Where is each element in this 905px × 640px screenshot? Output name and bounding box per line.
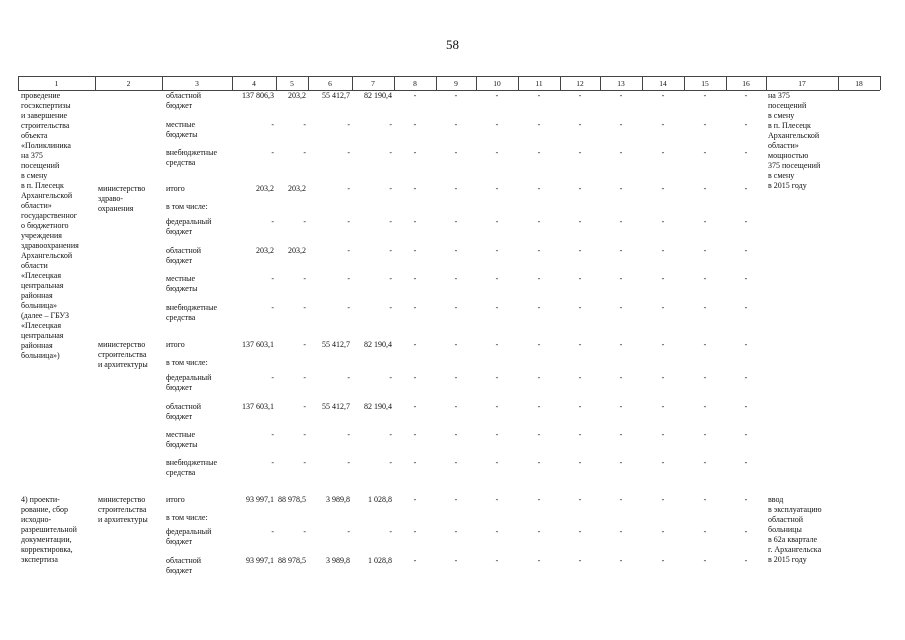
value-col-11: - [537, 402, 541, 411]
value-col-14: - [661, 340, 665, 349]
value-col-16: - [744, 91, 748, 100]
value-col-4: - [271, 120, 274, 129]
value-col-5: - [303, 303, 306, 312]
value-col-15: - [703, 340, 707, 349]
value-col-6: - [347, 184, 350, 193]
event-name-2: 4) проекти- рование, сбор исходно- разрешительной документации, корректировка, экспертиза [21, 495, 77, 564]
value-col-7: - [389, 148, 392, 157]
row-label: внебюджетные средства [166, 458, 217, 477]
row-label: областной бюджет [166, 556, 202, 575]
value-col-14: - [661, 430, 665, 439]
value-col-4: 203,2 [256, 246, 274, 255]
value-col-7: 82 190,4 [364, 340, 392, 349]
value-col-15: - [703, 217, 707, 226]
value-col-13: - [619, 430, 623, 439]
value-col-9: - [454, 148, 458, 157]
value-col-8: - [413, 120, 417, 129]
value-col-10: - [495, 120, 499, 129]
value-col-4: - [271, 148, 274, 157]
value-col-7: - [389, 303, 392, 312]
value-col-7: - [389, 120, 392, 129]
value-col-5: - [303, 274, 306, 283]
value-col-13: - [619, 148, 623, 157]
value-col-15: - [703, 91, 707, 100]
value-col-15: - [703, 430, 707, 439]
column-number: 4 [252, 79, 256, 88]
value-col-7: - [389, 527, 392, 536]
value-col-6: 3 989,8 [326, 556, 350, 565]
value-col-9: - [454, 217, 458, 226]
value-col-16: - [744, 217, 748, 226]
value-col-12: - [578, 246, 582, 255]
column-number: 15 [701, 79, 709, 88]
value-col-12: - [578, 184, 582, 193]
value-col-13: - [619, 303, 623, 312]
value-col-7: 82 190,4 [364, 91, 392, 100]
value-col-14: - [661, 217, 665, 226]
value-col-14: - [661, 246, 665, 255]
column-number: 1 [54, 79, 59, 88]
value-col-16: - [744, 303, 748, 312]
value-col-4: - [271, 458, 274, 467]
value-col-9: - [454, 246, 458, 255]
value-col-12: - [578, 527, 582, 536]
value-col-4: - [271, 373, 274, 382]
value-col-16: - [744, 148, 748, 157]
value-col-15: - [703, 373, 707, 382]
value-col-7: - [389, 274, 392, 283]
column-number: 17 [798, 79, 806, 88]
row-label: федеральный бюджет [166, 373, 212, 392]
value-col-12: - [578, 402, 582, 411]
value-col-11: - [537, 274, 541, 283]
row-label: областной бюджет [166, 91, 202, 110]
value-col-4: 93 997,1 [246, 556, 274, 565]
value-col-4: 203,2 [256, 184, 274, 193]
value-col-13: - [619, 495, 623, 504]
column-number: 7 [371, 79, 375, 88]
value-col-6: 3 989,8 [326, 495, 350, 504]
value-col-9: - [454, 430, 458, 439]
column-number: 3 [195, 79, 199, 88]
value-col-8: - [413, 274, 417, 283]
column-number: 5 [290, 79, 294, 88]
value-col-6: 55 412,7 [322, 91, 350, 100]
column-number: 13 [617, 79, 625, 88]
value-col-11: - [537, 184, 541, 193]
value-col-9: - [454, 527, 458, 536]
value-col-14: - [661, 184, 665, 193]
value-col-7: - [389, 184, 392, 193]
value-col-14: - [661, 91, 665, 100]
value-col-16: - [744, 402, 748, 411]
value-col-15: - [703, 184, 707, 193]
value-col-7: 1 028,8 [368, 556, 392, 565]
value-col-13: - [619, 120, 623, 129]
value-col-14: - [661, 495, 665, 504]
value-col-13: - [619, 402, 623, 411]
row-label: областной бюджет [166, 402, 202, 421]
value-col-5: - [303, 120, 306, 129]
column-number: 18 [855, 79, 863, 88]
value-col-10: - [495, 430, 499, 439]
value-col-15: - [703, 527, 707, 536]
row-label: внебюджетные средства [166, 303, 217, 322]
value-col-8: - [413, 184, 417, 193]
value-col-9: - [454, 458, 458, 467]
value-col-10: - [495, 527, 499, 536]
value-col-12: - [578, 120, 582, 129]
value-col-13: - [619, 340, 623, 349]
value-col-9: - [454, 495, 458, 504]
executor-construction: министерство строительства и архитектуры [98, 340, 148, 369]
value-col-5: - [303, 402, 306, 411]
value-col-6: - [347, 274, 350, 283]
value-col-11: - [537, 527, 541, 536]
value-col-10: - [495, 458, 499, 467]
value-col-16: - [744, 184, 748, 193]
row-label: внебюджетные средства [166, 148, 217, 167]
value-col-7: - [389, 373, 392, 382]
row-label: в том числе: [166, 513, 208, 522]
value-col-8: - [413, 217, 417, 226]
value-col-4: - [271, 274, 274, 283]
value-col-6: 55 412,7 [322, 402, 350, 411]
value-col-9: - [454, 184, 458, 193]
value-col-9: - [454, 402, 458, 411]
column-number: 11 [535, 79, 543, 88]
value-col-13: - [619, 527, 623, 536]
value-col-8: - [413, 91, 417, 100]
value-col-4: 137 806,3 [242, 91, 274, 100]
value-col-7: - [389, 217, 392, 226]
value-col-16: - [744, 556, 748, 565]
value-col-6: - [347, 373, 350, 382]
value-col-16: - [744, 527, 748, 536]
value-col-8: - [413, 246, 417, 255]
value-col-11: - [537, 430, 541, 439]
value-col-4: 93 997,1 [246, 495, 274, 504]
value-col-7: - [389, 430, 392, 439]
row-label: в том числе: [166, 358, 208, 367]
value-col-12: - [578, 340, 582, 349]
value-col-6: - [347, 120, 350, 129]
value-col-16: - [744, 246, 748, 255]
budget-table [18, 76, 880, 596]
value-col-16: - [744, 458, 748, 467]
value-col-11: - [537, 556, 541, 565]
value-col-7: - [389, 458, 392, 467]
value-col-13: - [619, 91, 623, 100]
value-col-8: - [413, 148, 417, 157]
value-col-12: - [578, 556, 582, 565]
value-col-8: - [413, 527, 417, 536]
value-col-10: - [495, 340, 499, 349]
value-col-11: - [537, 91, 541, 100]
value-col-12: - [578, 217, 582, 226]
value-col-10: - [495, 373, 499, 382]
value-col-14: - [661, 556, 665, 565]
value-col-12: - [578, 458, 582, 467]
value-col-8: - [413, 495, 417, 504]
column-number: 12 [576, 79, 584, 88]
value-col-4: 137 603,1 [242, 340, 274, 349]
row-label: итого [166, 184, 185, 193]
value-col-5: - [303, 217, 306, 226]
value-col-7: 1 028,8 [368, 495, 392, 504]
value-col-5: - [303, 527, 306, 536]
value-col-5: 88 978,5 [278, 495, 306, 504]
value-col-5: 203,2 [288, 246, 306, 255]
value-col-4: 137 603,1 [242, 402, 274, 411]
value-col-10: - [495, 246, 499, 255]
value-col-13: - [619, 274, 623, 283]
value-col-10: - [495, 402, 499, 411]
value-col-13: - [619, 217, 623, 226]
value-col-6: - [347, 246, 350, 255]
value-col-15: - [703, 246, 707, 255]
value-col-11: - [537, 246, 541, 255]
value-col-10: - [495, 184, 499, 193]
value-col-15: - [703, 303, 707, 312]
value-col-5: - [303, 458, 306, 467]
value-col-10: - [495, 495, 499, 504]
value-col-5: - [303, 148, 306, 157]
value-col-12: - [578, 303, 582, 312]
value-col-15: - [703, 495, 707, 504]
value-col-9: - [454, 340, 458, 349]
value-col-12: - [578, 91, 582, 100]
value-col-16: - [744, 340, 748, 349]
value-col-11: - [537, 303, 541, 312]
column-number: 8 [413, 79, 417, 88]
value-col-13: - [619, 458, 623, 467]
value-col-15: - [703, 148, 707, 157]
row-label: местные бюджеты [166, 430, 198, 449]
value-col-11: - [537, 458, 541, 467]
value-col-8: - [413, 303, 417, 312]
value-col-13: - [619, 373, 623, 382]
column-number: 16 [742, 79, 750, 88]
column-number: 2 [126, 79, 131, 88]
value-col-14: - [661, 148, 665, 157]
value-col-8: - [413, 340, 417, 349]
value-col-8: - [413, 458, 417, 467]
value-col-5: - [303, 373, 306, 382]
value-col-14: - [661, 274, 665, 283]
value-col-6: - [347, 148, 350, 157]
row-label: местные бюджеты [166, 120, 198, 139]
result-2: ввод в эксплуатацию областной больницы в 62а квартале г. Архангельска в 2015 году [768, 495, 822, 564]
row-label: местные бюджеты [166, 274, 198, 293]
value-col-8: - [413, 430, 417, 439]
value-col-8: - [413, 373, 417, 382]
value-col-6: - [347, 303, 350, 312]
page-number: 58 [446, 37, 459, 52]
value-col-16: - [744, 373, 748, 382]
value-col-9: - [454, 91, 458, 100]
value-col-9: - [454, 303, 458, 312]
value-col-14: - [661, 120, 665, 129]
value-col-15: - [703, 458, 707, 467]
value-col-9: - [454, 274, 458, 283]
value-col-15: - [703, 120, 707, 129]
value-col-6: - [347, 527, 350, 536]
value-col-10: - [495, 274, 499, 283]
value-col-16: - [744, 495, 748, 504]
value-col-15: - [703, 274, 707, 283]
value-col-6: 55 412,7 [322, 340, 350, 349]
value-col-11: - [537, 495, 541, 504]
value-col-5: 203,2 [288, 91, 306, 100]
value-col-13: - [619, 556, 623, 565]
value-col-9: - [454, 556, 458, 565]
value-col-4: - [271, 527, 274, 536]
value-col-11: - [537, 340, 541, 349]
row-label: федеральный бюджет [166, 217, 212, 236]
value-col-11: - [537, 120, 541, 129]
value-col-4: - [271, 217, 274, 226]
value-col-16: - [744, 120, 748, 129]
value-col-6: - [347, 217, 350, 226]
value-col-12: - [578, 148, 582, 157]
value-col-16: - [744, 430, 748, 439]
column-number: 14 [659, 79, 667, 88]
value-col-12: - [578, 274, 582, 283]
event-name-1: проведение госэкспертизы и завершение строительства объекта «Поликлиника на 375 посещений в смену в п. Плесецк Архангельской области» государственног о бюджетного учреждения здравоохранения Архангельской области «Плесецкая центральная районная больница» (далее – ГБУЗ «Плесецкая центральная районная больница») [21, 91, 79, 360]
value-col-8: - [413, 402, 417, 411]
value-col-6: - [347, 430, 350, 439]
value-col-7: - [389, 246, 392, 255]
value-col-5: - [303, 340, 306, 349]
row-label: областной бюджет [166, 246, 202, 265]
value-col-9: - [454, 373, 458, 382]
value-col-13: - [619, 246, 623, 255]
value-col-9: - [454, 120, 458, 129]
value-col-11: - [537, 373, 541, 382]
value-col-5: 203,2 [288, 184, 306, 193]
row-label: федеральный бюджет [166, 527, 212, 546]
row-label: итого [166, 495, 185, 504]
value-col-10: - [495, 217, 499, 226]
result-1: на 375 посещений в смену в п. Плесецк Архангельской области» мощностью 375 посещений в смену в 2015 году [768, 91, 821, 190]
value-col-14: - [661, 402, 665, 411]
column-number: 9 [454, 79, 458, 88]
value-col-16: - [744, 274, 748, 283]
value-col-14: - [661, 458, 665, 467]
value-col-8: - [413, 556, 417, 565]
value-col-15: - [703, 402, 707, 411]
executor-health: министерство здраво- охранения [98, 184, 146, 213]
value-col-15: - [703, 556, 707, 565]
value-col-7: 82 190,4 [364, 402, 392, 411]
column-number: 10 [493, 79, 501, 88]
value-col-4: - [271, 430, 274, 439]
value-col-10: - [495, 148, 499, 157]
row-label: итого [166, 340, 185, 349]
value-col-14: - [661, 303, 665, 312]
value-col-12: - [578, 430, 582, 439]
value-col-5: 88 978,5 [278, 556, 306, 565]
value-col-14: - [661, 373, 665, 382]
value-col-10: - [495, 556, 499, 565]
value-col-4: - [271, 303, 274, 312]
value-col-12: - [578, 373, 582, 382]
column-border [880, 76, 881, 90]
row-label: в том числе: [166, 202, 208, 211]
value-col-11: - [537, 148, 541, 157]
header-border [18, 76, 880, 77]
value-col-11: - [537, 217, 541, 226]
value-col-12: - [578, 495, 582, 504]
value-col-5: - [303, 430, 306, 439]
value-col-13: - [619, 184, 623, 193]
value-col-14: - [661, 527, 665, 536]
value-col-10: - [495, 91, 499, 100]
column-number: 6 [328, 79, 332, 88]
value-col-6: - [347, 458, 350, 467]
value-col-10: - [495, 303, 499, 312]
executor-construction-2: министерство строительства и архитектуры [98, 495, 148, 524]
